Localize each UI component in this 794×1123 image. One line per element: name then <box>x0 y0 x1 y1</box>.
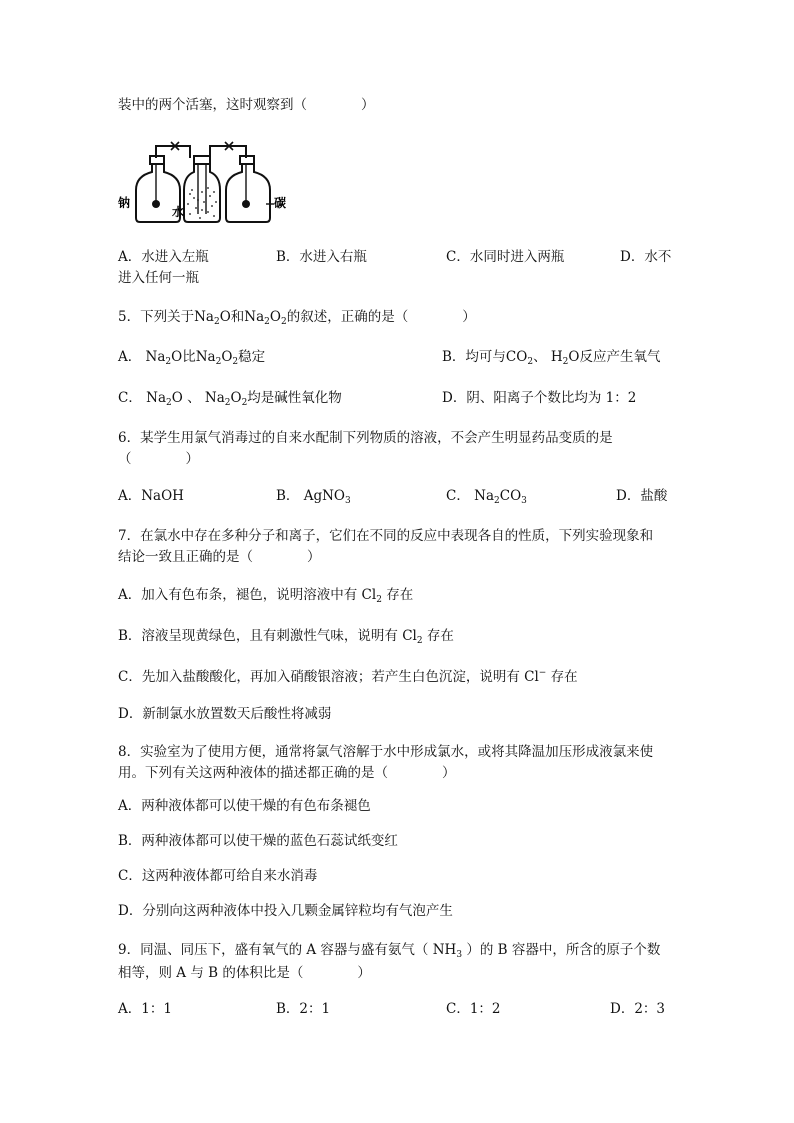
q5-b-pre: B．均可与 <box>442 349 506 365</box>
q6-c-pre: C． <box>446 488 470 504</box>
q7-option-d: D．新制氯水放置数天后酸性将减弱 <box>118 706 332 722</box>
q9-stem-pre: 9．同温、同压下，盛有氧气的 A 容器与盛有氨气（ <box>118 942 429 958</box>
q4-option-b: B．水进入右瓶 <box>276 249 367 265</box>
q5-b-mid: 、 <box>533 349 547 365</box>
label-right: 碳 <box>274 196 287 210</box>
q5-stem-mid: 和 <box>230 309 245 325</box>
q6-option-b: B． AgNO$_3$ <box>276 488 351 506</box>
q9-stem-post: ）的 B 容器中，所含的原子个数 <box>466 942 661 958</box>
q9-option-b: B．2：1 <box>276 1001 331 1017</box>
q7-c-pre: C．先加入盐酸酸化，再加入硝酸银溶液；若产生白色沉淀，说明有 <box>118 669 520 685</box>
q4-stem-tail: 装中的两个活塞，这时观察到（ ） <box>118 97 375 113</box>
label-middle: 水 <box>172 205 185 219</box>
q7-c-post: 存在 <box>550 669 578 685</box>
q5-stem-post: 的叙述，正确的是（ ） <box>286 309 476 325</box>
q6-b-pre: B． <box>276 488 300 504</box>
q5-stem-pre: 5．下列关于 <box>118 309 195 325</box>
q7-b-pre: B．溶液呈现黄绿色，且有刺激性气味，说明有 <box>118 628 398 644</box>
q5-c-post: 均是碱性氧化物 <box>247 390 342 406</box>
q5-stem: 5．下列关于$Na_2O$和$Na_2O_2$的叙述，正确的是（ ） <box>118 309 476 327</box>
label-left: 钠 <box>118 196 131 210</box>
q5-c-pre: C． <box>118 390 142 406</box>
q7-option-a: A．加入有色布条，褪色，说明溶液中有 $Cl_2$ 存在 <box>118 587 414 605</box>
q8-stem-line1: 8．实验室为了使用方便，通常将氯气溶解于水中形成氯水，或将其降温加压形成液氯来使 <box>118 744 654 760</box>
q7-option-b: B．溶液呈现黄绿色，且有刺激性气味，说明有 $Cl_2$ 存在 <box>118 628 454 646</box>
q4-apparatus-figure <box>118 132 290 226</box>
q5-a-pre: A． <box>118 349 142 365</box>
q6-stem-line1: 6．某学生用氯气消毒过的自来水配制下列物质的溶液，不会产生明显药品变质的是 <box>118 430 613 446</box>
q6-option-c: C． $Na_2CO_3$ <box>446 488 527 506</box>
apparatus-drawing <box>118 132 290 226</box>
q6-option-d: D．盐酸 <box>616 488 668 504</box>
q7-a-pre: A．加入有色布条，褪色，说明溶液中有 <box>118 587 358 603</box>
q9-stem-line2: 相等，则 A 与 B 的体积比是（ ） <box>118 965 371 981</box>
q5-b-post: 反应产生氧气 <box>579 349 661 365</box>
q7-a-post: 存在 <box>386 587 414 603</box>
q7-option-c: C．先加入盐酸酸化，再加入硝酸银溶液；若产生白色沉淀，说明有 Cl− 存在 <box>118 668 578 685</box>
q4-option-d: D．水不 <box>620 249 672 265</box>
q7-b-post: 存在 <box>426 628 454 644</box>
q5-option-c: C． $Na_2O$ 、 $Na_2O_2$均是碱性氧化物 <box>118 390 342 408</box>
q9-stem-line1: 9．同温、同压下，盛有氧气的 A 容器与盛有氨气（ $NH_3$ ）的 B 容器中，所含的原子个数 <box>118 942 661 960</box>
q6-option-a: A．NaOH <box>118 488 184 504</box>
q7-stem-line2: 结论一致且正确的是（ ） <box>118 549 321 565</box>
q5-a-post: 稳定 <box>238 349 266 365</box>
q8-stem-line2: 用。下列有关这两种液体的描述都正确的是（ ） <box>118 765 456 781</box>
q8-option-a: A．两种液体都可以使干燥的有色布条褪色 <box>118 798 371 814</box>
q7-stem-line1: 7．在氯水中存在多种分子和离子，它们在不同的反应中表现各自的性质，下列实验现象和 <box>118 528 654 544</box>
q9-option-d: D．2：3 <box>610 1001 666 1017</box>
q4-option-a: A．水进入左瓶 <box>118 249 209 265</box>
q8-option-b: B．两种液体都可以使干燥的蓝色石蕊试纸变红 <box>118 833 398 849</box>
q5-c-mid: 、 <box>187 390 201 406</box>
q8-option-c: C．这两种液体都可给自来水消毒 <box>118 868 318 884</box>
q5-option-d: D．阴、阳离子个数比均为 1：2 <box>442 390 637 406</box>
q5-option-b: B．均可与$CO_2$、 $H_2O$反应产生氧气 <box>442 349 661 367</box>
q4-option-d-cont: 进入任何一瓶 <box>118 270 199 286</box>
q4-option-c: C．水同时进入两瓶 <box>446 249 565 265</box>
q8-option-d: D．分别向这两种液体中投入几颗金属锌粒均有气泡产生 <box>118 903 453 919</box>
q5-option-a: A． $Na_2O$比$Na_2O_2$稳定 <box>118 349 266 367</box>
q5-a-mid: 比 <box>182 349 196 365</box>
q6-stem-line2: （ ） <box>118 451 199 467</box>
q9-option-a: A．1：1 <box>118 1001 172 1017</box>
q9-option-c: C．1：2 <box>446 1001 501 1017</box>
